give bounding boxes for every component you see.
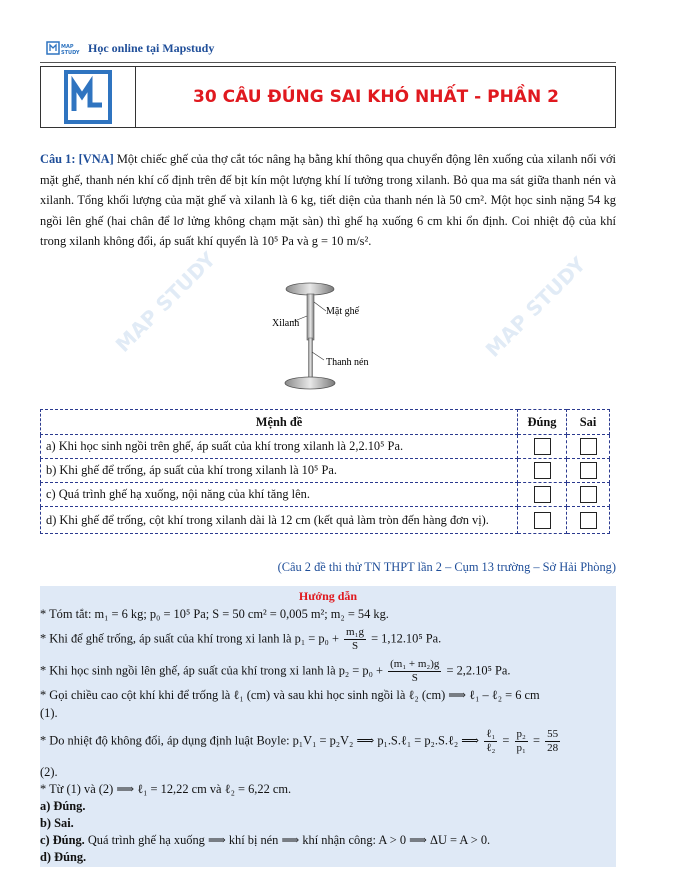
checkbox-b-true[interactable] <box>534 462 551 479</box>
solution-heights: * Gọi chiều cao cột khí khi để trống là ℓ₁ (cm) và sau khi học sinh ngồi là ℓ₂ (cm) ⟹ ℓ₁ – ℓ₂ = 6 cm <box>40 688 540 702</box>
p1-text: * Khi để ghế trống, áp suất của khí trong xi lanh là p₁ = p₀ + <box>40 631 339 646</box>
answer-b: b) Sai. <box>40 816 74 830</box>
solution-box <box>40 586 616 867</box>
question-tag: [VNA] <box>78 152 114 166</box>
solution-p2 <box>40 658 616 685</box>
question-source: (Câu 2 đề thi thử TN THPT lần 2 – Cụm 13 trường – Sở Hải Phòng) <box>277 560 616 574</box>
page-header <box>40 38 616 63</box>
p2-result: = 2,2.10⁵ Pa. <box>446 663 511 678</box>
table-row <box>41 459 610 483</box>
answer-c-text: Quá trình ghế hạ xuống ⟹ khí bị nén ⟹ khí nhận công: A > 0 ⟹ ΔU = A > 0. <box>87 833 491 847</box>
watermark: MAP STUDY <box>480 252 591 362</box>
answer-a: a) Đúng. <box>40 799 86 813</box>
question-line-5: sàn) thì ghế hạ xuống 6 cm khi ổn định. Coi nhiệt độ của khí trong xilanh không đổi, áp suất khí <box>40 213 616 249</box>
solution-title: Hướng dẫn <box>298 589 358 603</box>
answer-c-label: c) Đúng. <box>40 833 85 847</box>
label-rod: Thanh nén <box>326 357 369 368</box>
checkbox-a-true[interactable] <box>534 438 551 455</box>
fraction-denominator: S <box>351 640 359 652</box>
fraction-denominator: 28 <box>547 742 559 754</box>
solution-p1 <box>40 626 616 653</box>
fraction-numerator: p₂ <box>516 728 526 740</box>
question-1 <box>40 149 616 252</box>
header-true: Đúng <box>518 410 567 435</box>
answer-c <box>40 832 616 848</box>
fraction-numerator: m₁g <box>346 626 364 638</box>
statement-table <box>40 409 610 534</box>
table-row <box>41 507 610 534</box>
header-statement: Mệnh đề <box>41 410 518 435</box>
mapstudy-mini-logo <box>46 40 82 56</box>
statement-a: a) Khi học sinh ngồi trên ghế, áp suất của khí trong xilanh là 2,2.10⁵ Pa. <box>41 435 518 459</box>
svg-text:MAP: MAP <box>61 44 74 50</box>
p2-text: * Khi học sinh ngồi lên ghế, áp suất của khí trong xi lanh là p₂ = p₀ + <box>40 663 383 678</box>
checkbox-d-false[interactable] <box>580 512 597 529</box>
fraction-p1 <box>344 626 366 653</box>
fraction-denominator: S <box>411 672 418 684</box>
boyle-text: * Do nhiệt độ không đổi, áp dụng định luật Boyle: p₁V₁ = p₂V₂ ⟹ p₁.S.ℓ₁ = p₂.S.ℓ₂ ⟹ <box>40 733 480 748</box>
answer-d: d) Đúng. <box>40 850 87 864</box>
question-label: Câu 1: <box>40 152 76 166</box>
table-header-row <box>41 410 610 435</box>
equals-sign: = <box>532 733 540 748</box>
fraction-value <box>545 728 560 755</box>
title-banner <box>40 66 616 128</box>
fraction-l <box>484 728 497 755</box>
table-row <box>41 435 610 459</box>
checkbox-b-false[interactable] <box>580 462 597 479</box>
site-name: Học online tại Mapstudy <box>88 41 215 55</box>
solution-boyle <box>40 728 616 755</box>
solution-eq2: (2). <box>40 765 58 779</box>
statement-c: c) Quá trình ghế hạ xuống, nội năng của khí tăng lên. <box>41 483 518 507</box>
table-row <box>41 483 610 507</box>
p1-result: = 1,12.10⁵ Pa. <box>371 631 442 646</box>
checkbox-c-false[interactable] <box>580 486 597 503</box>
fraction-numerator: (m₁ + m₂)g <box>390 658 440 670</box>
question-line-6: quyển là 10⁵ Pa và g = 10 m/s². <box>216 234 372 249</box>
checkbox-d-true[interactable] <box>534 512 551 529</box>
question-line-2: của xilanh nối với mặt ghế, thanh nén khí cố định trên đế bịt kín một lượng khí lí tưởng trong xilanh. <box>40 152 616 187</box>
solution-result: * Từ (1) và (2) ⟹ ℓ₁ = 12,22 cm và ℓ₂ = 6,22 cm. <box>40 782 292 796</box>
page-title: 30 CÂU ĐÚNG SAI KHÓ NHẤT - PHẦN 2 <box>193 87 559 107</box>
statement-d: d) Khi ghế để trống, cột khí trong xilanh dài là 12 cm (kết quả làm tròn đến hàng đơn vị). <box>41 507 518 534</box>
fraction-denominator: p₁ <box>516 742 526 754</box>
watermark: MAP STUDY <box>110 247 221 357</box>
solution-eq1: (1). <box>40 706 58 720</box>
fraction-p2 <box>388 658 441 685</box>
label-cylinder: Xilanh <box>272 318 300 329</box>
barber-chair-figure <box>268 280 378 398</box>
header-false: Sai <box>567 410 610 435</box>
mapstudy-logo-icon <box>41 67 135 127</box>
question-line-4: của thanh nén là 50 cm². Một học sinh nặng 54 kg ngồi lên ghế (hai chân để lơ lửng không chạm mặt <box>40 193 617 228</box>
checkbox-a-false[interactable] <box>580 438 597 455</box>
question-line-3: Bỏ qua ma sát giữa thanh nén và xilanh. Tổng khối lượng của mặt ghế và xilanh là 6 kg, tiết diện <box>40 172 617 208</box>
fraction-numerator: ℓ₁ <box>486 728 496 740</box>
label-seat: Mặt ghế <box>326 306 360 317</box>
fraction-denominator: ℓ₂ <box>486 742 496 754</box>
solution-summary: * Tóm tắt: m₁ = 6 kg; p₀ = 10⁵ Pa; S = 50 cm² = 0,005 m²; m₂ = 54 kg. <box>40 607 389 621</box>
statement-b: b) Khi ghế để trống, áp suất của khí trong xilanh là 10⁵ Pa. <box>41 459 518 483</box>
fraction-numerator: 55 <box>547 728 559 740</box>
question-line-1: Một chiếc ghế của thợ cắt tóc nâng hạ bằng khí thông qua chuyển động lên xuống <box>116 152 524 166</box>
svg-text:STUDY: STUDY <box>61 50 80 56</box>
equals-sign: = <box>502 733 510 748</box>
checkbox-c-true[interactable] <box>534 486 551 503</box>
fraction-p <box>515 728 528 755</box>
banner-logo <box>41 67 136 127</box>
